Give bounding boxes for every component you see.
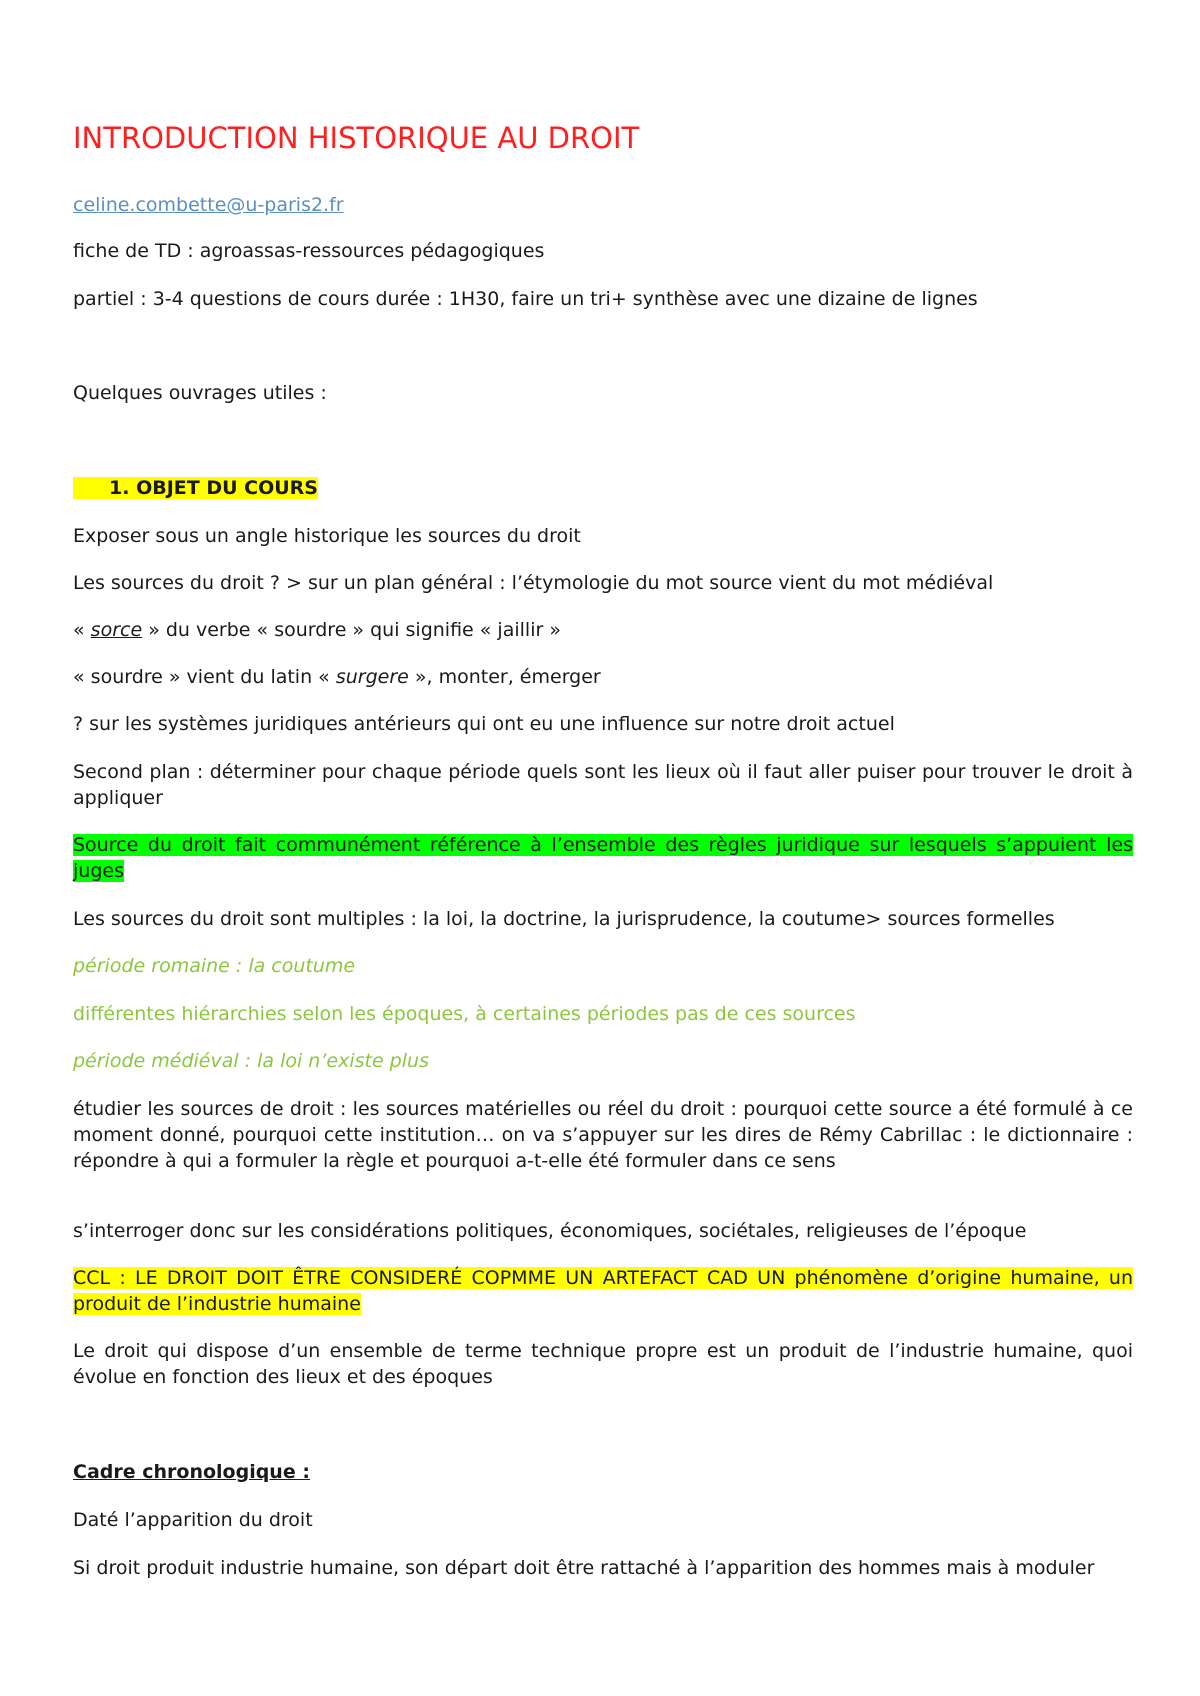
- para-source-highlight: [73, 832, 1133, 884]
- para-second-plan: Second plan : déterminer pour chaque période quels sont les lieux où il faut aller puiser pour trouver le droit à appliquer: [73, 761, 1133, 809]
- latin-part-a: « sourdre » vient du latin «: [73, 666, 336, 688]
- section-number: 1.: [109, 477, 130, 499]
- section-heading-highlight: [73, 477, 318, 499]
- para-ccl: [73, 1265, 1133, 1317]
- ouvrages-line: Quelques ouvrages utiles :: [73, 382, 327, 404]
- para-si-droit: Si droit produit industrie humaine, son départ doit être rattaché à l’apparition des hommes mais à moduler: [73, 1557, 1095, 1579]
- etym-rest: » du verbe « sourdre » qui signifie « jaillir »: [142, 619, 561, 641]
- etym-open-quote: «: [73, 619, 91, 641]
- email-link[interactable]: celine.combette@u-paris2.fr: [73, 194, 344, 216]
- para-exposer: Exposer sous un angle historique les sources du droit: [73, 525, 581, 547]
- latin-surgere-word: surgere: [335, 666, 409, 688]
- para-sources-question: Les sources du droit ? > sur un plan général : l’étymologie du mot source vient du mot médiéval: [73, 572, 994, 594]
- etym-sorce-word: sorce: [90, 619, 143, 641]
- section-label: OBJET DU COURS: [136, 477, 318, 499]
- para-multiples: Les sources du droit sont multiples : la loi, la doctrine, la jurisprudence, la coutume> sources formelles: [73, 908, 1055, 930]
- ccl-highlight-text: CCL : LE DROIT DOIT ÊTRE CONSIDERÉ COPMME UN ARTEFACT CAD UN phénomène d’origine humaine, un produit de l’industrie humaine: [73, 1267, 1133, 1315]
- para-sinterroger: s’interroger donc sur les considérations politiques, économiques, sociétales, religieuses de l’époque: [73, 1220, 1027, 1242]
- fiche-td-line: fiche de TD : agroassas-ressources pédagogiques: [73, 240, 545, 262]
- latin-part-b: », monter, émerger: [408, 666, 601, 688]
- section-heading-objet: [73, 475, 1133, 501]
- note-periode-medieval: période médiéval : la loi n’existe plus: [73, 1050, 429, 1072]
- etymology-line: [73, 617, 1133, 643]
- email-line: [73, 192, 1133, 218]
- partiel-line: partiel : 3-4 questions de cours durée : 1H30, faire un tri+ synthèse avec une dizaine de lignes: [73, 288, 978, 310]
- para-date: Daté l’apparition du droit: [73, 1509, 313, 1531]
- cadre-chronologique-heading: Cadre chronologique :: [73, 1461, 310, 1483]
- document-title: INTRODUCTION HISTORIQUE AU DROIT: [73, 121, 640, 155]
- latin-line: [73, 664, 1133, 690]
- para-etudier: étudier les sources de droit : les sources matérielles ou réel du droit : pourquoi cette source a été formulé à ce moment donné, pourquoi cette institution… on va s’appuyer sur les dires de Rémy Cabrillac : le dictionnaire : répondre à qui a formuler la règle et pourquoi a-t-elle été formuler dans ce sens: [73, 1098, 1133, 1172]
- para-le-droit: Le droit qui dispose d’un ensemble de terme technique propre est un produit de l’industrie humaine, quoi évolue en fonction des lieux et des époques: [73, 1340, 1133, 1388]
- green-highlight-text: Source du droit fait communément référence à l’ensemble des règles juridique sur lesquels s’appuient les juges: [73, 834, 1133, 882]
- note-hierarchies: différentes hiérarchies selon les époques, à certaines périodes pas de ces sources: [73, 1003, 856, 1025]
- para-systemes: ? sur les systèmes juridiques antérieurs qui ont eu une influence sur notre droit actuel: [73, 713, 895, 735]
- note-periode-romaine: période romaine : la coutume: [73, 955, 356, 977]
